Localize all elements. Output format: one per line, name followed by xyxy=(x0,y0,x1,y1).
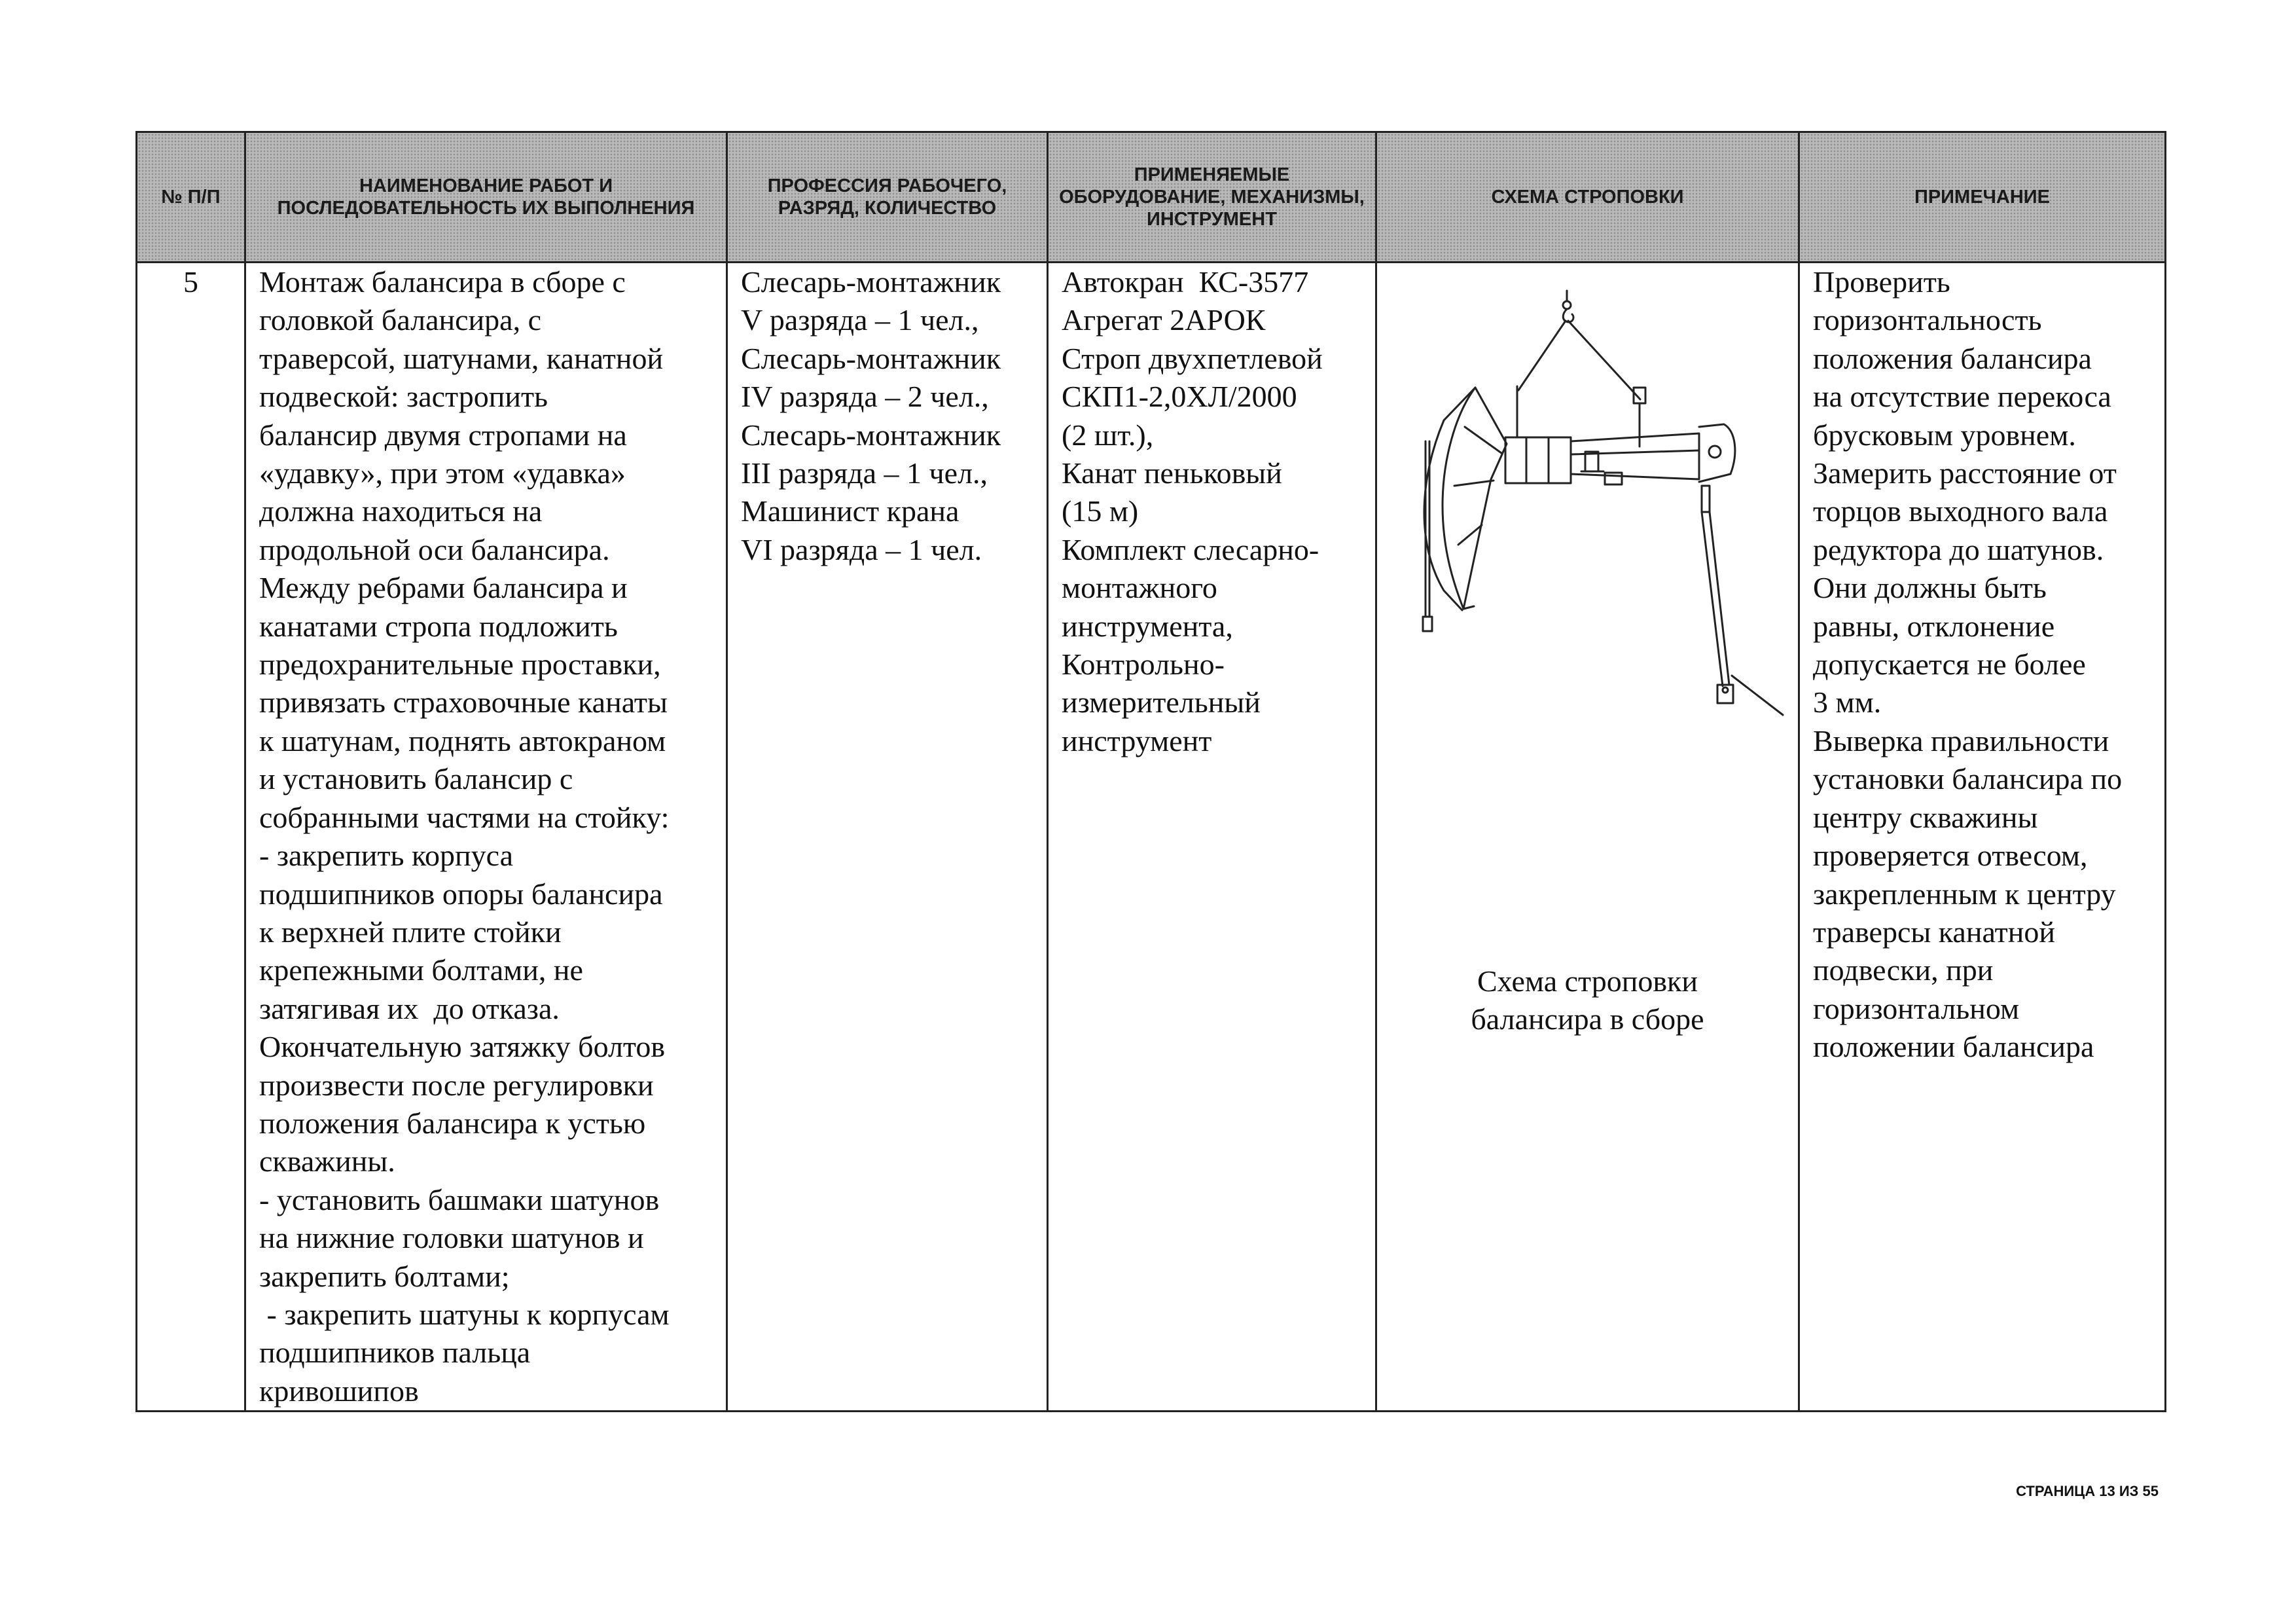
text-line: положения балансира к устью xyxy=(259,1106,646,1140)
text-line: продольной оси балансира. xyxy=(259,532,610,566)
sling-left xyxy=(1518,321,1566,390)
leader-line xyxy=(1732,676,1783,715)
text-line: VI разряда – 1 чел. xyxy=(741,532,982,566)
text-line: собранными частями на стойку: xyxy=(259,800,670,834)
slinging-scheme-cell xyxy=(1376,263,1799,1412)
text-line: Машинист крана xyxy=(741,494,960,528)
text-line: положении балансира xyxy=(1813,1030,2094,1064)
crane-hook-icon xyxy=(1563,291,1573,322)
text-line: подшипников опоры балансира xyxy=(259,877,663,911)
text-line: Выверка правильности xyxy=(1813,723,2109,757)
text-line: горизонтальность xyxy=(1813,303,2042,337)
text-line: монтажного xyxy=(1062,571,1217,605)
pitman-rod xyxy=(1702,486,1733,703)
note-text xyxy=(1800,263,2164,1067)
text-line: предохранительные проставки, xyxy=(259,647,661,682)
text-line: головкой балансира, с xyxy=(259,303,542,337)
text-line: IV разряда – 2 чел., xyxy=(741,380,989,414)
text-line: произвести после регулировки xyxy=(259,1068,654,1102)
text-line: подвески, при xyxy=(1813,953,1994,987)
text-line: балансир двумя стропами на xyxy=(259,418,627,452)
text-line: должна находиться на xyxy=(259,494,543,528)
text-line: измерительный xyxy=(1062,685,1261,720)
text-line: Они должны быть xyxy=(1813,571,2047,605)
text-line: траверсы канатной xyxy=(1813,915,2056,949)
profession-cell xyxy=(727,263,1048,1412)
text-line: подшипников пальца xyxy=(259,1336,531,1370)
text-line: Схема строповки xyxy=(1477,964,1698,998)
text-line: к шатунам, поднять автокраном xyxy=(259,723,666,757)
text-line: «удавку», при этом «удавка» xyxy=(259,456,626,490)
text-line: Строп двухпетлевой xyxy=(1062,341,1323,375)
text-line: балансира в сборе xyxy=(1471,1002,1704,1036)
text-line: Комплект слесарно- xyxy=(1062,532,1319,566)
text-line: Контрольно- xyxy=(1062,647,1225,682)
text-line: брусковым уровнем. xyxy=(1813,418,2076,452)
header-equipment: ПРИМЕНЯЕМЫЕ ОБОРУДОВАНИЕ, МЕХАНИЗМЫ, ИНСТРУМЕНТ xyxy=(1048,132,1376,263)
text-line: 3 мм. xyxy=(1813,685,1882,720)
text-line: траверсой, шатунами, канатной xyxy=(259,341,664,375)
text-line: закрепить болтами; xyxy=(259,1259,510,1293)
text-line: канатами стропа подложить xyxy=(259,609,618,643)
text-line: Слесарь-монтажник xyxy=(741,341,1001,375)
text-line: на нижние головки шатунов и xyxy=(259,1221,644,1255)
text-line: редуктора до шатунов. xyxy=(1813,532,2104,566)
sling-right xyxy=(1568,321,1640,399)
text-line: инструмент xyxy=(1062,723,1212,757)
text-line: проверяется отвесом, xyxy=(1813,839,2088,873)
text-line: подвеской: застропить xyxy=(259,380,548,414)
work-description xyxy=(246,263,726,1410)
table-header-row xyxy=(137,132,2166,263)
text-line: кривошипов xyxy=(259,1374,419,1408)
text-line: Агрегат 2АРОК xyxy=(1062,303,1266,337)
text-line: - закрепить шатуны к корпусам xyxy=(259,1297,670,1331)
text-line: торцов выходного вала xyxy=(1813,494,2108,528)
balancer-slinging-diagram xyxy=(1377,289,1800,859)
text-line: СКП1-2,0ХЛ/2000 xyxy=(1062,380,1297,414)
text-line: установки балансира по xyxy=(1813,762,2123,796)
text-line: Автокран КС-3577 xyxy=(1062,265,1309,299)
text-line: скважины. xyxy=(259,1144,395,1178)
header-slinging-scheme: СХЕМА СТРОПОВКИ xyxy=(1376,132,1799,263)
header-number: № П/П xyxy=(137,132,245,263)
text-line: к верхней плите стойки xyxy=(259,915,562,949)
row-number: 5 xyxy=(183,265,198,299)
row-number-cell xyxy=(137,263,245,1412)
text-line: V разряда – 1 чел., xyxy=(741,303,979,337)
text-line: Проверить xyxy=(1813,265,1950,299)
text-line: Замерить расстояние от xyxy=(1813,456,2117,490)
table-row xyxy=(137,263,2166,1412)
text-line: крепежными болтами, не xyxy=(259,953,583,987)
balancer-beam xyxy=(1505,386,1735,484)
text-line: равны, отклонение xyxy=(1813,609,2055,643)
text-line: Монтаж балансира в сборе с xyxy=(259,265,626,299)
text-line: III разряда – 1 чел., xyxy=(741,456,988,490)
text-line: привязать страховочные канаты xyxy=(259,685,668,720)
text-line: Слесарь-монтажник xyxy=(741,265,1001,299)
text-line: - установить башмаки шатунов xyxy=(259,1182,660,1216)
text-line: (2 шт.), xyxy=(1062,418,1154,452)
text-line: на отсутствие перекоса xyxy=(1813,380,2111,414)
header-note: ПРИМЕЧАНИЕ xyxy=(1799,132,2166,263)
equipment-list xyxy=(1049,263,1375,760)
text-line: Слесарь-монтажник xyxy=(741,418,1001,452)
text-line: - закрепить корпуса xyxy=(259,839,514,873)
work-description-cell xyxy=(245,263,727,1412)
text-line: инструмента, xyxy=(1062,609,1233,643)
text-line: и установить балансир с xyxy=(259,762,573,796)
text-line: Окончательную затяжку болтов xyxy=(259,1030,666,1064)
text-line: горизонтальном xyxy=(1813,991,2020,1025)
work-table xyxy=(135,131,2166,1412)
text-line: закрепленным к центру xyxy=(1813,877,2116,911)
text-line: затягивая их до отказа. xyxy=(259,991,560,1025)
note-cell xyxy=(1799,263,2166,1412)
header-profession: ПРОФЕССИЯ РАБОЧЕГО, РАЗРЯД, КОЛИЧЕСТВО xyxy=(727,132,1048,263)
page-number: СТРАНИЦА 13 ИЗ 55 xyxy=(2016,1483,2159,1499)
profession-list xyxy=(728,263,1047,569)
text-line: (15 м) xyxy=(1062,494,1139,528)
header-work-name: НАИМЕНОВАНИЕ РАБОТ И ПОСЛЕДОВАТЕЛЬНОСТЬ ИХ ВЫПОЛНЕНИЯ xyxy=(245,132,727,263)
text-line: Между ребрами балансира и xyxy=(259,571,628,605)
equipment-cell xyxy=(1048,263,1376,1412)
text-line: положения балансира xyxy=(1813,341,2092,375)
text-line: центру скважины xyxy=(1813,800,2038,834)
text-line: допускается не более xyxy=(1813,647,2086,682)
scheme-caption xyxy=(1377,962,1798,1038)
horse-head xyxy=(1424,388,1507,610)
text-line: Канат пеньковый xyxy=(1062,456,1282,490)
